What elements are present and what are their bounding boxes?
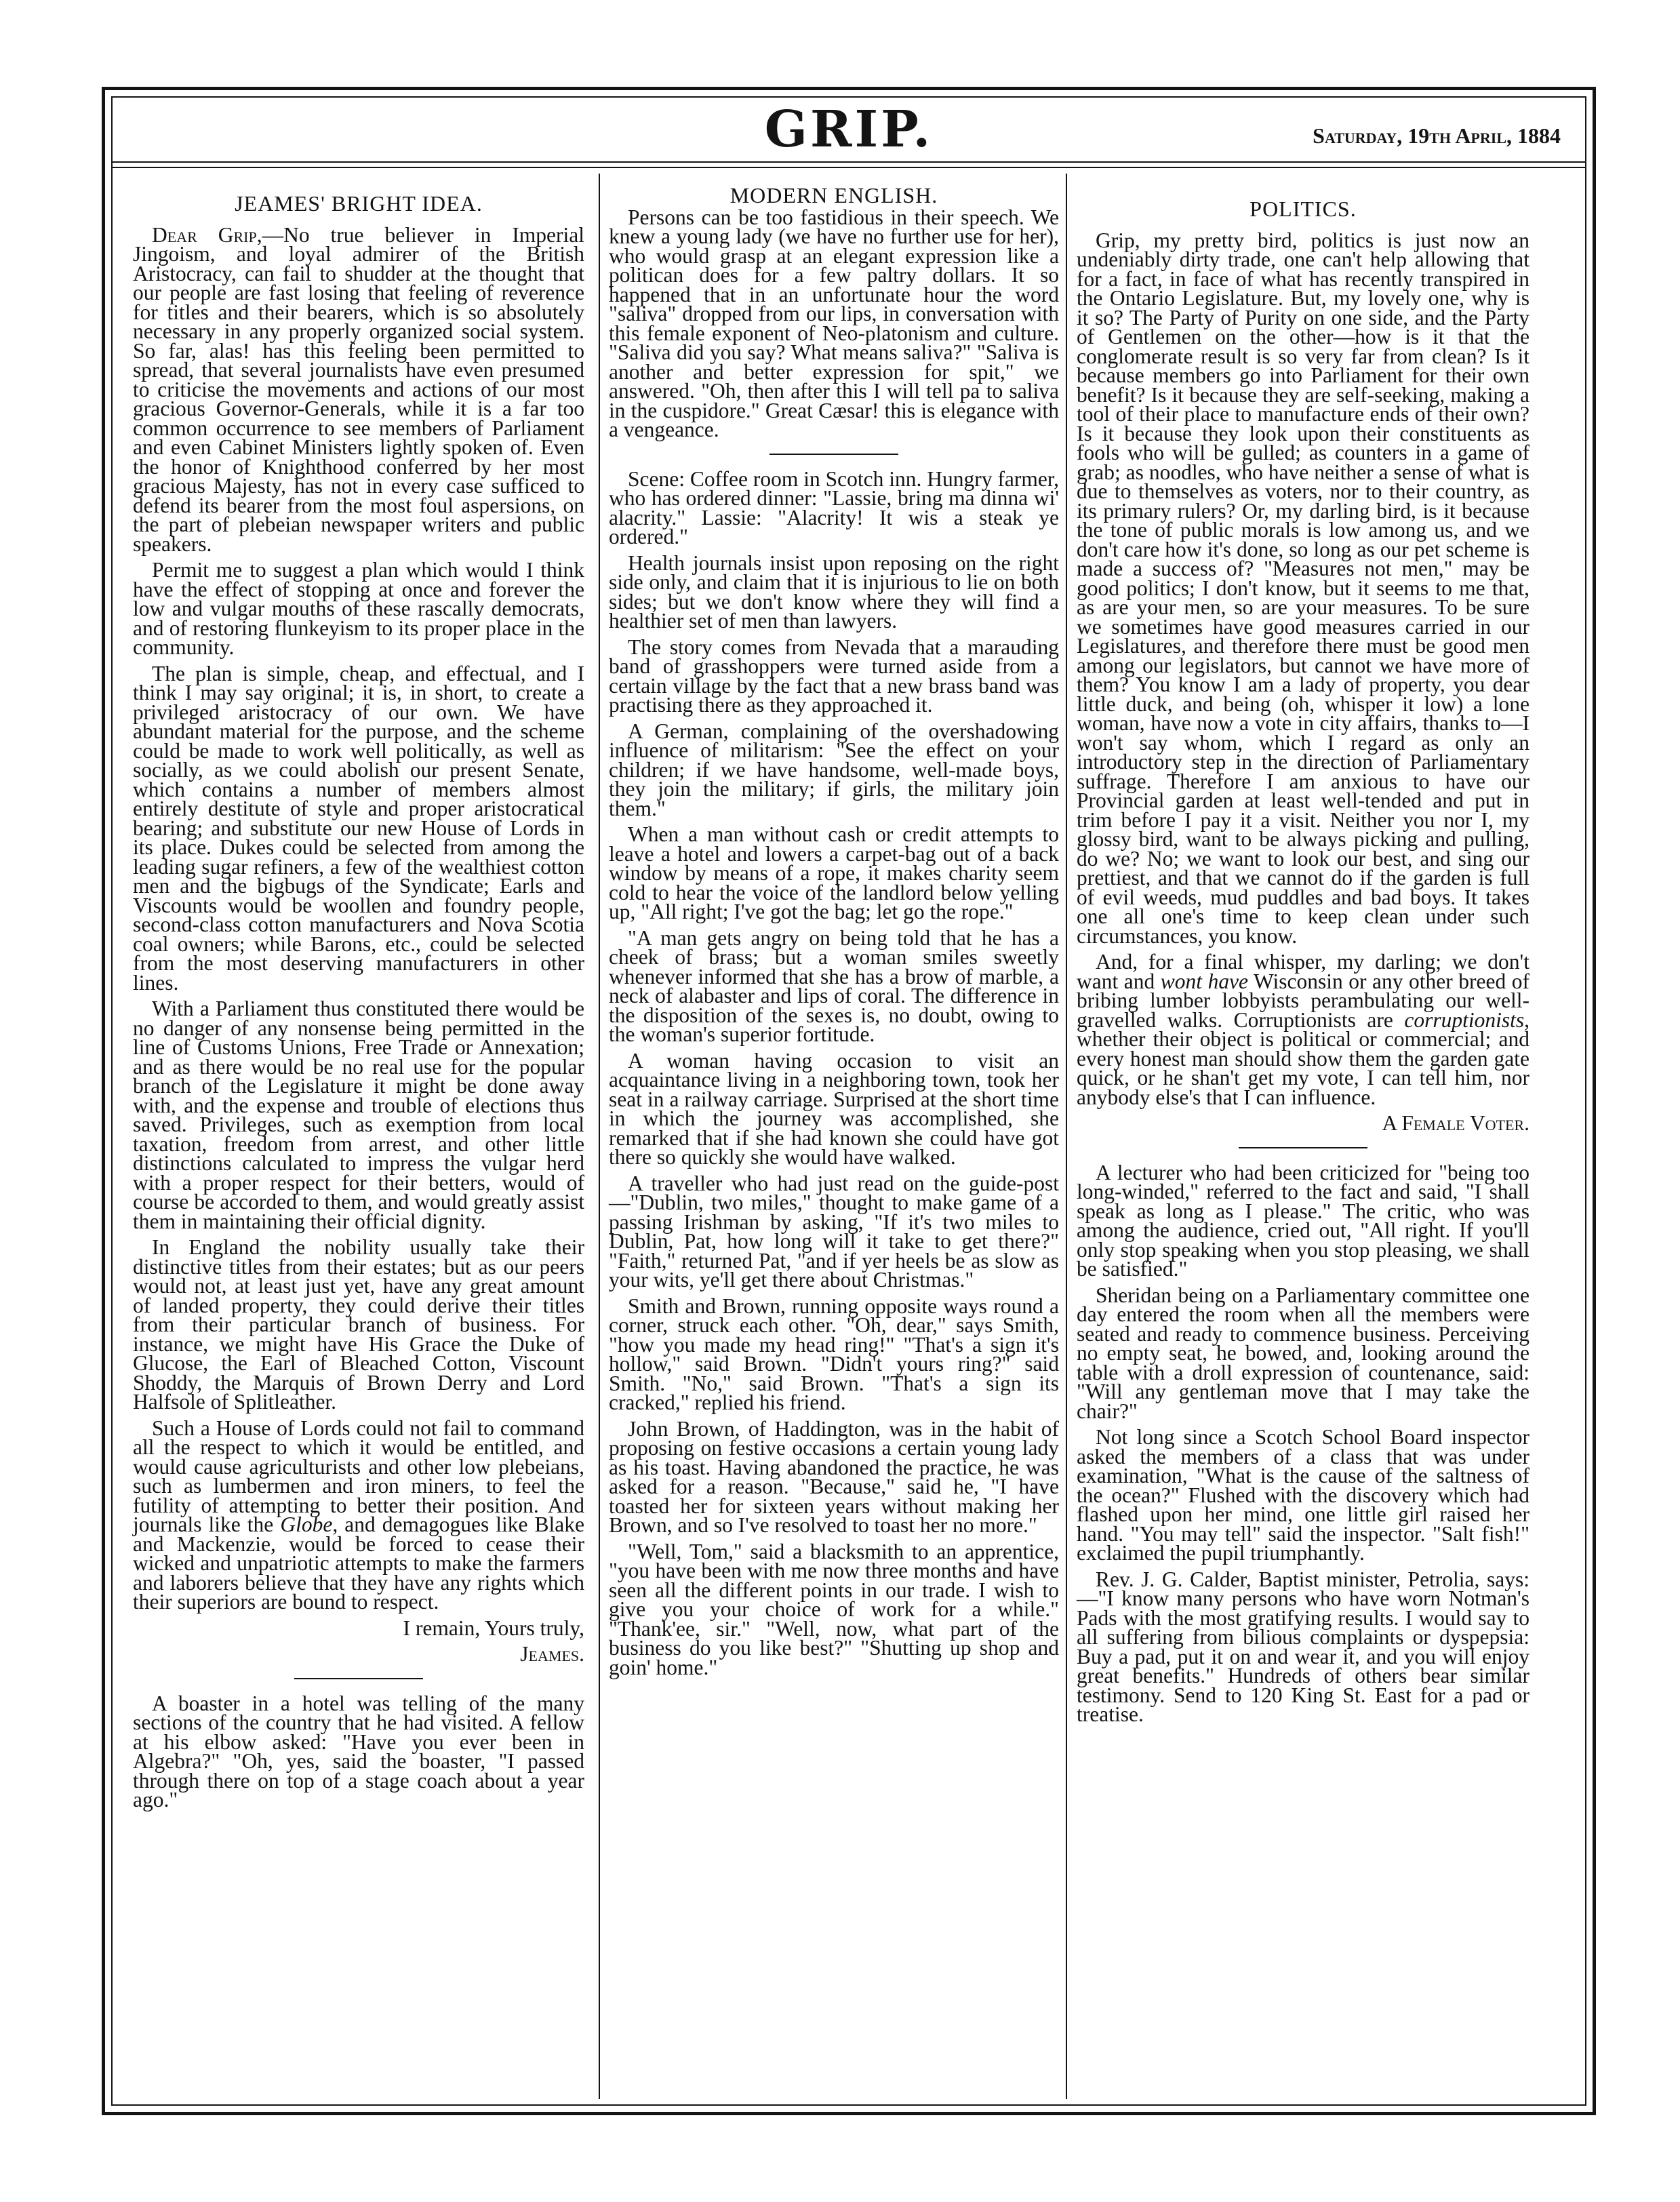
article-title-modern-english: MODERN ENGLISH. — [729, 183, 938, 207]
paragraph: "Well, Tom," said a blacksmith to an apprentice, "you have been with me now three months and have seen all the different points in our trade. I wish to give you your choice of work for a while." "Thank'ee, sir." "Well, now, what part of the business do you like best?" "Shutting up shop and goin' home." — [609, 1539, 1059, 1679]
paragraph-text: , whether their object is political or commercial; and every honest man should show them the garden gate quick, or he shan't get my vote, I can tell him, nor anybody else's that I can influence. — [1077, 1007, 1529, 1109]
issue-date: Saturday, 19th April, 1884 — [1313, 123, 1561, 148]
paragraph-text: And, for a final whisper, my darling; we don't want and — [1077, 950, 1529, 993]
paragraph-text: , and demagogues like Blake and Mackenzie, would be forced to cease their wicked and unpatriotic attempts to make the farmers and laborers believe that they have any rights which their superiors are bound to respect. — [133, 1513, 584, 1614]
paragraph: A traveller who had just read on the guide-post—"Dublin, two miles," thought to make game of a passing Irishman by asking, "If it's two miles to Dublin, Pat, how long will it take to get there?" "Faith," returned Pat, "and if yer heels be as slow as your wits, ye'll get there about Christmas." — [609, 1171, 1059, 1292]
masthead — [111, 96, 1586, 161]
paragraph: "A man gets angry on being told that he has a cheek of brass; but a woman smiles sweetly whenever informed that she has a brow of marble, a neck of alabaster and lips of coral. The difference in the disposition of the sexes is, no doubt, owing to the woman's superior fortitude. — [609, 925, 1059, 1046]
header-rule-lower — [111, 167, 1586, 168]
column-divider — [599, 174, 600, 2099]
separator — [769, 454, 898, 455]
masthead-title: GRIP. — [764, 100, 934, 159]
paragraph — [133, 222, 585, 556]
column-1 — [133, 183, 584, 1817]
signature: Jeames. — [520, 1642, 584, 1666]
paragraph: When a man without cash or credit attempts to leave a hotel and lowers a carpet-bag out of a back window by means of a rope, it makes charity seem cold to hear the voice of the landlord below yelling up, "All right; I've got the bag; let go the rope." — [609, 822, 1059, 923]
paragraph: With a Parliament thus constituted there would be no danger of any nonsense being permitted in the line of Customs Unions, Free Trade or Annexation; and as there would be no real use for the popular branch of the Legislature it might be done away with, and the expense and trouble of elections thus saved. Privileges, such as exemption from local taxation, freedom from arrest, and other little distinctions calculated to impress the vulgar herd with a proper respect for their betters, would of course be accorded to them, and would greatly assist them in maintaining their official dignity. — [133, 997, 584, 1233]
paragraph: Health journals insist upon reposing on the right side only, and claim that it is injurious to lie on both sides; but we don't know where they will find a healthier set of men than lawyers. — [609, 550, 1059, 633]
paragraph: Smith and Brown, running opposite ways round a corner, struck each other. "Oh, dear," says Smith, "how you made my head ring!" "That's a sign it's hollow," said Brown. "Didn't yours ring?" said Smith. "No," said Brown. "That's a sign its cracked," replied his friend. — [609, 1294, 1059, 1414]
article-title-jeames: JEAMES' BRIGHT IDEA. — [235, 191, 483, 216]
paragraph — [1077, 950, 1530, 1109]
paragraph-text: Such a House of Lords could not fail to command all the respect to which it would be entitled, and would cause agriculturists and other low plebeians, such as lumbermen and iron miners, to feel the futility of attempting to better their position. And journals like the — [133, 1416, 584, 1536]
article-title-politics: POLITICS. — [1249, 197, 1357, 221]
paragraph: A German, complaining of the overshadowing influence of militarism: "See the effect on your children; if we have handsome, well-made boys, they join the military; if girls, the military join them." — [609, 719, 1059, 820]
separator — [1239, 1147, 1367, 1148]
header-rule — [111, 161, 1586, 163]
paragraph: Scene: Coffee room in Scotch inn. Hungry farmer, who has ordered dinner: "Lassie, bring ma dinna wi' alacrity." Lassie: "Alacrity! It wis a steak ye ordered." — [609, 466, 1059, 548]
paragraph — [133, 1416, 584, 1614]
italic-globe: Globe — [280, 1513, 333, 1536]
paragraph: Sheridan being on a Parliamentary committee one day entered the room when all the members were seated and ready to commence business. Perceiving no empty seat, he bowed, and, looking around the table with a droll expression of countenance, said: "Will any gentleman move that I may take the chair?" — [1077, 1283, 1529, 1423]
paragraph: A lecturer who had been criticized for "being too long-winded," referred to the fact and said, "I shall speak as long as I please." The critic, who was among the audience, cried out, "All right. If you'll only stop speaking when you stop pleasing, we shall be satisfied." — [1077, 1160, 1529, 1281]
italic-corruptionists: corruptionists — [1404, 1007, 1525, 1032]
paragraph: The story comes from Nevada that a marauding band of grasshoppers were turned aside from a certain village by the fact that a new brass band was practising there as they approached it. — [609, 635, 1059, 717]
paragraph: Persons can be too fastidious in their speech. We knew a young lady (we have no further use for her), who would grasp at an elegant expression like a politican does for a few paltry dollars. It so happened that in an unfortunate hour the word "saliva" dropped from our lips, in conversation with this female exponent of Neo-platonism and culture. "Saliva did you say? What means saliva?" "Saliva is another and better expression for spit," we answered. "Oh, then after this I will tell pa to saliva in the cuspidore." Great Cæsar! this is elegance with a vengeance. — [609, 205, 1059, 441]
paragraph: A boaster in a hotel was telling of the many sections of the country that he had visited. A fellow at his elbow asked: "Have you ever been in Algebra?" "Oh, yes, said the boaster, "I passed through there on top of a stage coach about a year ago." — [133, 1691, 584, 1811]
closing: I remain, Yours truly, — [403, 1616, 584, 1640]
paragraph: John Brown, of Haddington, was in the habit of proposing on festive occasions a certain young lady as his toast. Having abandoned the practice, he was asked for a reason. "Because," said he, "I have toasted her for sixteen years without making her Brown, and so I've resolved to toast her no more." — [609, 1416, 1059, 1537]
italic-wont-have: wont have — [1160, 969, 1249, 993]
column-divider — [1066, 174, 1067, 2099]
column-3 — [1077, 183, 1529, 1731]
paragraph-text: Wisconsin or any other breed of bribing lumber lobbyists perambulating our well-gravelled walks. Corruptionists are — [1077, 969, 1530, 1032]
paragraph: A woman having occasion to visit an acquaintance living in a neighboring town, took her seat in a railway carriage. Surprised at the short time in which the journey was accomplished, she remarked that if she had known she could have got there so quickly she would have walked. — [609, 1048, 1059, 1169]
paragraph: In England the nobility usually take their distinctive titles from their estates; but as our peers would not, at least just yet, have any great amount of landed property, they could derive their titles from their particular branch of business. For instance, we might have His Grace the Duke of Glucose, the Earl of Bleached Cotton, Viscount Shoddy, the Marquis of Brown Derry and Lord Halfsole of Splitleather. — [133, 1235, 584, 1414]
signature: A Female Voter. — [1382, 1111, 1529, 1135]
paragraph: The plan is simple, cheap, and effectual, and I think I may say original; it is, in short, to create a privileged aristocracy of our own. We have abundant material for the purpose, and the scheme could be made to work well politically, as well as socially, as we could abolish our present Senate, which contains a number of members almost entirely destitute of style and proper aristocratical bearing; and substitute our new House of Lords in its place. Dukes could be selected from among the leading sugar refiners, a few of the wealthiest cotton men and the bigbugs of the Syndicate; Earls and Viscounts would be woollen and foundry people, second-class cotton manufacturers and Nova Scotia coal owners; while Barons, etc., could be selected from the most deserving manufacturers in other lines. — [133, 661, 584, 995]
paragraph-text: —No true believer in Imperial Jingoism, and loyal admirer of the British Aristocracy, can fail to shudder at the thought that our people are fast losing that feeling of reverence for titles and their bearers, which is so absolutely necessary in any properly organized social system. So far, alas! has this feeling been permitted to spread, that several journalists have even presumed to criticise the movements and actions of our most gracious Governor-Generals, while it is a far too common occurrence to see members of Parliament and even Cabinet Ministers lightly spoken of. Even the honor of Knighthood conferred by her most gracious Majesty, has not in every case sufficed to defend its bearer from the most foul aspersions, on the part of plebeian newspaper writers and public speakers. — [133, 222, 585, 556]
paragraph: Not long since a Scotch School Board inspector asked the members of a class that was under examination, "What is the cause of the saltness of the ocean?" Flushed with the discovery which had flashed upon her mind, one little girl raised her hand. "You may tell" said the inspector. "Salt fish!" exclaimed the pupil triumphantly. — [1077, 1425, 1529, 1565]
column-2 — [609, 183, 1059, 1684]
paragraph: Grip, my pretty bird, politics is just now an undeniably dirty trade, one can't help allowing that for a fact, in face of what has recently transpired in the Ontario Legislature. But, my lovely one, why is it so? The Party of Purity on one side, and the Party of Gentlemen on the other—how is it that the conglomerate result is so very far from clean? Is it because members go into Parliament for their own benefit? Is it because they are self-seeking, making a tool of their place to manufacture ends of their own? Is it because they look upon their constituents as fools who will be gulled; as counters in a game of grab; as noodles, who have neither a sense of what is due to themselves as voters, nor to their country, as its primary rulers? Or, my darling bird, is it because the tone of public morals is low among us, and we don't care how it's done, so long as our pet scheme is made a success of? "Measures not men," may be good politics; I don't know, but it seems to me that, as are your men, so are your measures. To be sure we sometimes have good measures carried in our Legislatures, and therefore there must be good men among our legislators, but cannot we have more of them? You know I am a lady of property, you dear little duck, and being (oh, whisper it low) a lone woman, have now a vote in city affairs, thanks to—I won't say whom, which I regard as only an introductory step in the direction of Parliamentary suffrage. Therefore I am anxious to have our Provincial garden at least well-tended and put in trim before I pay it a visit. Neither you nor I, my glossy bird, want to be always picking and pulling, do we? No; we want to look our best, and sing our prettiest, and that we cannot do if the garden is full of evil weeds, mud puddles and bad boys. It takes one all one's time to keep clean under such circumstances, you know. — [1077, 228, 1529, 948]
paragraph: Rev. J. G. Calder, Baptist minister, Petrolia, says:—"I know many persons who have worn Notman's Pads with the most gratifying results. I would say to all suffering from bilious complaints or dyspepsia: Buy a pad, put it on and wear it, and you will enjoy great benefits." Hundreds of others bear similar testimony. Send to 120 King St. East for a pad or treatise. — [1077, 1567, 1529, 1726]
salutation: Dear Grip, — [152, 222, 262, 247]
separator — [294, 1678, 423, 1679]
paragraph: Permit me to suggest a plan which would I think have the effect of stopping at once and forever the low and vulgar mouths of these rascally democrats, and of restoring flunkeyism to its proper place in the community. — [133, 558, 584, 659]
